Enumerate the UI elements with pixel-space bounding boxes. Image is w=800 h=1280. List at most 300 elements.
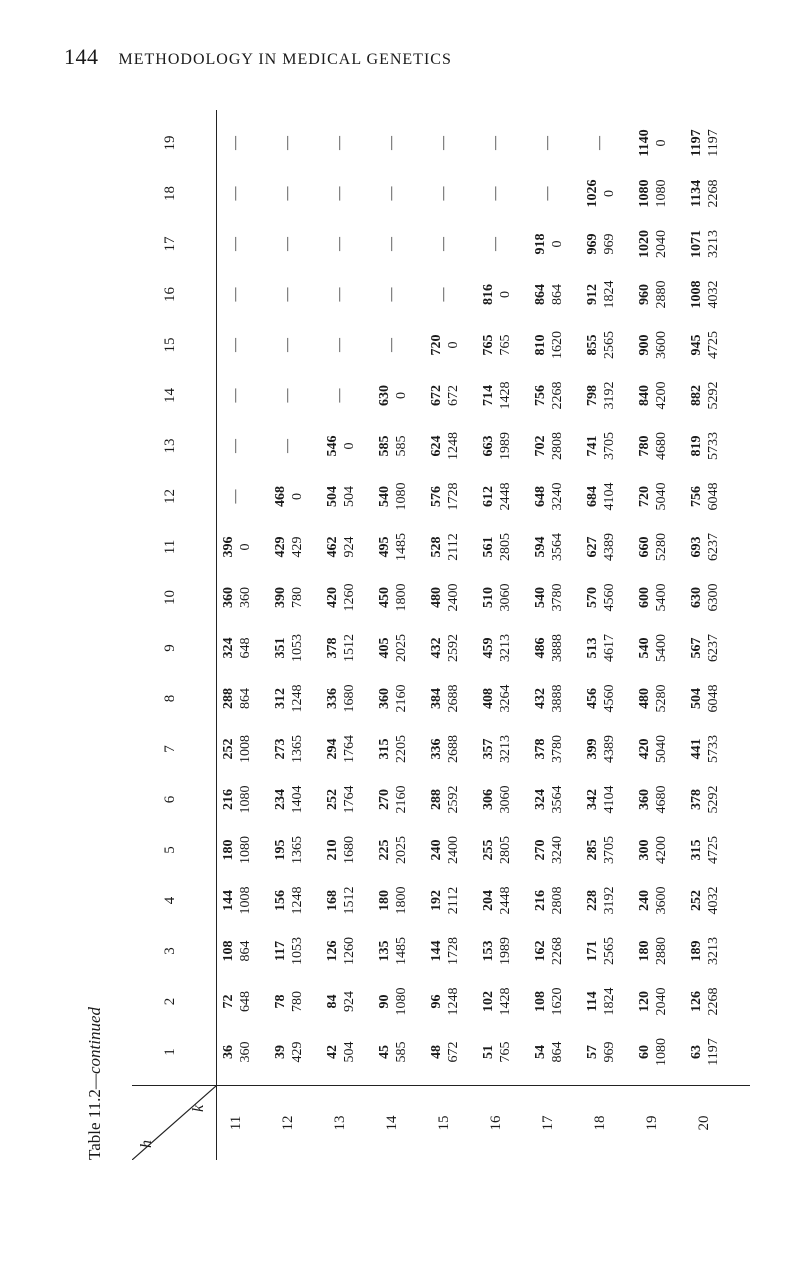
cell-value: 3564	[550, 533, 565, 561]
table-cell	[376, 418, 410, 474]
empty-cell: —	[280, 287, 295, 302]
cell-value: 0	[498, 291, 513, 298]
cell-value: 4032	[706, 886, 721, 915]
table-cell	[688, 873, 722, 929]
cell-value: 1485	[394, 937, 409, 965]
table-cell	[324, 418, 358, 474]
cell-value-bold: 432	[533, 688, 548, 709]
column-header: 3	[162, 947, 178, 955]
cell-value: 5280	[654, 533, 669, 561]
cell-value: 3060	[498, 785, 513, 814]
table-cell	[480, 267, 514, 323]
table-cell	[376, 822, 410, 878]
cell-value: 4680	[654, 785, 669, 814]
table-cell	[480, 317, 514, 373]
empty-cell: —	[488, 237, 503, 251]
empty-cell: —	[280, 136, 295, 150]
cell-value: 4725	[706, 836, 721, 864]
cell-value-bold: 1140	[637, 129, 652, 157]
rotated-table	[80, 110, 750, 1160]
cell-value-bold: 702	[533, 435, 548, 457]
cell-value: 3213	[498, 634, 513, 662]
table-cell	[376, 772, 410, 828]
cell-value: 2025	[394, 836, 409, 864]
table-cell	[532, 570, 566, 626]
cell-value: 1428	[498, 381, 513, 410]
cell-value: 1080	[654, 1038, 669, 1066]
table-cell	[636, 822, 670, 878]
cell-value-bold: 306	[481, 789, 496, 810]
table-cell	[480, 368, 514, 424]
cell-value: 1053	[290, 937, 305, 965]
empty-cell: —	[436, 287, 451, 302]
cell-value-bold: 855	[585, 334, 600, 356]
cell-value-bold: 63	[689, 1045, 704, 1059]
column-header: 11	[162, 539, 178, 555]
table-cell	[584, 1024, 618, 1080]
cell-value: 5040	[654, 482, 669, 511]
corner-h-label: h	[138, 1140, 155, 1148]
cell-value-bold: 912	[585, 284, 600, 305]
cell-value-bold: 918	[533, 233, 548, 255]
table-cell	[688, 974, 722, 1030]
table-cell	[272, 469, 306, 525]
table-cell	[688, 216, 722, 272]
cell-value: 3240	[550, 482, 565, 511]
cell-value-bold: 135	[377, 940, 392, 962]
cell-value-bold: 720	[637, 486, 652, 507]
cell-value-bold: 576	[429, 486, 444, 507]
cell-value: 4560	[602, 684, 617, 713]
cell-value: 585	[394, 1041, 409, 1063]
empty-cell: —	[488, 186, 503, 201]
cell-value: 360	[238, 1041, 253, 1063]
cell-value: 1728	[446, 937, 461, 965]
cell-value-bold: 240	[429, 839, 444, 861]
table-cell	[220, 1024, 254, 1080]
cell-value: 585	[394, 435, 409, 457]
cell-value: 4104	[602, 785, 617, 814]
empty-cell: —	[384, 237, 399, 251]
empty-cell: —	[280, 237, 295, 251]
column-header: 17	[162, 236, 178, 252]
table-cell	[428, 368, 462, 424]
cell-value-bold: 405	[377, 637, 392, 659]
cell-value-bold: 378	[533, 738, 548, 760]
table-cell	[636, 772, 670, 828]
cell-value-bold: 513	[585, 637, 600, 659]
cell-value: 3264	[498, 684, 513, 713]
cell-value-bold: 810	[533, 334, 548, 356]
cell-value: 1080	[394, 987, 409, 1016]
column-header: 4	[162, 896, 178, 905]
cell-value-bold: 648	[533, 486, 548, 507]
cell-value: 3192	[602, 886, 617, 915]
cell-value-bold: 324	[221, 637, 236, 659]
cell-value-bold: 486	[533, 637, 548, 659]
cell-value-bold: 594	[533, 536, 548, 558]
table-cell	[480, 620, 514, 676]
empty-cell: —	[332, 186, 347, 201]
cell-value: 1080	[394, 482, 409, 511]
table-cell	[428, 822, 462, 878]
table-cell	[272, 519, 306, 575]
table-cell	[428, 317, 462, 373]
table-cell	[220, 923, 254, 979]
cell-value: 2040	[654, 230, 669, 258]
cell-value: 2880	[654, 280, 669, 309]
cell-value: 2268	[550, 381, 565, 410]
column-header: 12	[162, 489, 178, 504]
cell-value: 1053	[290, 634, 305, 662]
table-cell	[688, 368, 722, 424]
table-cell	[688, 570, 722, 626]
table-cell	[532, 974, 566, 1030]
table-cell	[324, 671, 358, 727]
cell-value: 1680	[342, 684, 357, 713]
table-cell	[324, 469, 358, 525]
cell-value-bold: 144	[221, 890, 236, 911]
cell-value-bold: 294	[325, 738, 340, 760]
table-cell	[220, 721, 254, 777]
cell-value: 3705	[602, 432, 617, 460]
cell-value-bold: 798	[585, 385, 600, 406]
cell-value: 6048	[706, 684, 721, 713]
cell-value-bold: 120	[637, 991, 652, 1012]
cell-value-bold: 234	[273, 789, 288, 810]
cell-value-bold: 315	[689, 839, 704, 861]
table-cell	[480, 974, 514, 1030]
cell-value: 4200	[654, 836, 669, 864]
table-cell	[688, 721, 722, 777]
cell-value-bold: 816	[481, 284, 496, 305]
table-cell	[324, 570, 358, 626]
empty-cell: —	[280, 186, 295, 201]
cell-value-bold: 39	[273, 1045, 288, 1059]
cell-value-bold: 624	[429, 435, 444, 457]
table-cell	[532, 317, 566, 373]
cell-value-bold: 540	[637, 637, 652, 659]
empty-cell: —	[280, 439, 295, 453]
cell-value: 1248	[446, 432, 461, 460]
cell-value-bold: 54	[533, 1045, 548, 1059]
cell-value-bold: 342	[585, 789, 600, 810]
table-cell	[480, 923, 514, 979]
cell-value-bold: 378	[325, 637, 340, 659]
cell-value: 924	[342, 536, 357, 558]
cell-value: 2805	[498, 533, 513, 561]
corner-k-label: k	[190, 1104, 207, 1112]
cell-value-bold: 570	[585, 587, 600, 608]
table-cell	[688, 418, 722, 474]
table-cell	[220, 822, 254, 878]
cell-value-bold: 1080	[637, 179, 652, 208]
table-cell	[428, 469, 462, 525]
cell-value-bold: 216	[533, 890, 548, 911]
table-cell	[584, 368, 618, 424]
cell-value: 2112	[446, 533, 461, 561]
cell-value-bold: 312	[273, 688, 288, 709]
cell-value-bold: 945	[689, 334, 704, 356]
cell-value-bold: 420	[325, 587, 340, 608]
cell-value: 3780	[550, 735, 565, 763]
table-cell	[376, 469, 410, 525]
cell-value: 1080	[238, 836, 253, 864]
cell-value-bold: 360	[377, 688, 392, 709]
cell-value: 3600	[654, 886, 669, 915]
table-cell	[532, 368, 566, 424]
cell-value: 4200	[654, 381, 669, 410]
cell-value-bold: 528	[429, 536, 444, 558]
cell-value: 4104	[602, 482, 617, 511]
cell-value-bold: 384	[429, 688, 444, 709]
empty-cell: —	[384, 338, 399, 352]
table-cell	[584, 671, 618, 727]
cell-value: 1248	[290, 684, 305, 713]
table-caption-continued: —continued	[85, 1006, 104, 1090]
cell-value-bold: 126	[689, 991, 704, 1012]
table-cell	[688, 620, 722, 676]
table-cell	[272, 923, 306, 979]
cell-value-bold: 315	[377, 738, 392, 760]
table-cell	[480, 469, 514, 525]
table-cell	[428, 721, 462, 777]
cell-value: 2205	[394, 735, 409, 763]
cell-value-bold: 900	[637, 334, 652, 356]
table-cell	[428, 570, 462, 626]
cell-value-bold: 684	[585, 486, 600, 507]
cell-value: 2160	[394, 785, 409, 814]
table-cell	[636, 974, 670, 1030]
cell-value: 780	[290, 587, 305, 608]
cell-value: 2808	[550, 886, 565, 915]
cell-value-bold: 252	[325, 789, 340, 810]
cell-value-bold: 441	[689, 738, 704, 760]
empty-cell: —	[436, 136, 451, 150]
empty-cell: —	[592, 136, 607, 150]
table-cell	[480, 519, 514, 575]
cell-value: 3240	[550, 836, 565, 864]
table-cell	[688, 923, 722, 979]
cell-value-bold: 960	[637, 284, 652, 305]
cell-value: 2025	[394, 634, 409, 662]
cell-value: 5400	[654, 583, 669, 612]
row-label: 17	[540, 1115, 556, 1131]
table-cell	[636, 166, 670, 222]
cell-value: 3888	[550, 684, 565, 713]
cell-value: 1428	[498, 987, 513, 1016]
cell-value-bold: 180	[637, 940, 652, 962]
cell-value-bold: 1008	[689, 280, 704, 309]
table-cell	[688, 267, 722, 323]
cell-value-bold: 504	[689, 688, 704, 709]
cell-value-bold: 456	[585, 688, 600, 709]
cell-value-bold: 171	[585, 940, 600, 962]
table-cell	[636, 469, 670, 525]
table-cell	[272, 620, 306, 676]
row-label: 16	[488, 1115, 504, 1131]
cell-value-bold: 336	[429, 738, 444, 760]
cell-value: 3192	[602, 381, 617, 410]
table-cell	[428, 519, 462, 575]
cell-value-bold: 144	[429, 940, 444, 962]
table-header	[132, 110, 217, 1160]
table-cell	[272, 822, 306, 878]
cell-value: 429	[290, 536, 305, 558]
empty-cell: —	[384, 186, 399, 201]
table-cell	[532, 418, 566, 474]
row-label: 20	[696, 1115, 712, 1131]
cell-value: 1008	[238, 735, 253, 763]
cell-value-bold: 162	[533, 940, 548, 962]
table-cell	[532, 216, 566, 272]
column-header: 7	[162, 745, 178, 753]
empty-cell: —	[384, 136, 399, 150]
cell-value: 1764	[342, 785, 357, 814]
cell-value: 2268	[550, 937, 565, 965]
cell-value: 5040	[654, 735, 669, 763]
cell-value-bold: 693	[689, 536, 704, 558]
table-cell	[584, 469, 618, 525]
cell-value-bold: 180	[377, 890, 392, 911]
cell-value: 3564	[550, 785, 565, 814]
empty-cell: —	[228, 287, 243, 302]
cell-value: 864	[238, 940, 253, 962]
cell-value-bold: 153	[481, 940, 496, 962]
cell-value-bold: 192	[429, 890, 444, 911]
table-cell	[584, 519, 618, 575]
cell-value: 1248	[290, 886, 305, 915]
running-title: METHODOLOGY IN MEDICAL GENETICS	[118, 51, 452, 68]
table-cell	[584, 873, 618, 929]
table-cell	[584, 923, 618, 979]
cell-value: 4560	[602, 583, 617, 612]
cell-value-bold: 225	[377, 839, 392, 861]
table-cell	[636, 570, 670, 626]
cell-value: 1080	[238, 785, 253, 814]
cell-value-bold: 36	[221, 1045, 236, 1059]
cell-value: 2565	[602, 331, 617, 359]
cell-value: 3600	[654, 331, 669, 359]
cell-value: 1620	[550, 331, 565, 359]
cell-value: 1260	[342, 937, 357, 965]
empty-cell: —	[332, 338, 347, 352]
cell-value-bold: 612	[481, 486, 496, 507]
cell-value-bold: 429	[273, 536, 288, 558]
cell-value: 924	[342, 991, 357, 1012]
table-cell	[688, 317, 722, 373]
row-label: 15	[436, 1115, 452, 1131]
cell-value: 864	[238, 688, 253, 709]
row-label: 18	[592, 1115, 608, 1131]
row-label: 14	[384, 1115, 400, 1131]
table-cell	[636, 873, 670, 929]
column-header: 13	[162, 438, 178, 454]
column-header: 14	[162, 388, 178, 403]
cell-value: 0	[394, 392, 409, 399]
table-cell	[480, 418, 514, 474]
cell-value: 969	[602, 233, 617, 255]
row-label: 11	[228, 1115, 244, 1131]
cell-value-bold: 450	[377, 587, 392, 608]
column-header: 9	[162, 644, 178, 652]
cell-value: 1512	[342, 886, 357, 915]
cell-value-bold: 90	[377, 994, 392, 1009]
table-cell	[532, 519, 566, 575]
cell-value-bold: 42	[325, 1045, 340, 1059]
table-cell	[324, 772, 358, 828]
cell-value: 0	[550, 240, 565, 248]
table-cell	[376, 974, 410, 1030]
table-cell	[272, 721, 306, 777]
table-cell	[376, 620, 410, 676]
cell-value-bold: 969	[585, 233, 600, 255]
cell-value-bold: 780	[637, 435, 652, 457]
cell-value: 2268	[706, 179, 721, 208]
cell-value-bold: 126	[325, 940, 340, 962]
cell-value: 5733	[706, 432, 721, 460]
corner-diagonal	[132, 1086, 216, 1160]
table-cell	[376, 570, 410, 626]
corner-cell	[132, 1086, 216, 1160]
table-cell	[324, 519, 358, 575]
table-cell	[636, 923, 670, 979]
table-cell	[584, 166, 618, 222]
row-label: 19	[644, 1115, 660, 1131]
cell-value-bold: 399	[585, 738, 600, 760]
column-header: 16	[162, 287, 178, 302]
cell-value: 6300	[706, 583, 721, 612]
table-cell	[584, 620, 618, 676]
cell-value: 2268	[706, 987, 721, 1016]
cell-value-bold: 228	[585, 890, 600, 911]
table-cell	[376, 671, 410, 727]
cell-value-bold: 1071	[689, 230, 704, 258]
table-cell	[688, 115, 722, 171]
cell-value-bold: 1020	[637, 230, 652, 258]
cell-value: 0	[290, 493, 305, 500]
cell-value: 0	[342, 442, 357, 450]
cell-value: 4680	[654, 432, 669, 460]
cell-value: 3213	[706, 937, 721, 965]
table-cell	[688, 822, 722, 878]
row-label: 12	[280, 1115, 296, 1131]
empty-cell: —	[540, 186, 555, 201]
cell-value: 1260	[342, 583, 357, 612]
table-cell	[636, 671, 670, 727]
row-label: 13	[332, 1115, 348, 1131]
cell-value: 2592	[446, 634, 461, 662]
cell-value-bold: 672	[429, 385, 444, 406]
empty-cell: —	[228, 388, 243, 403]
cell-value-bold: 1197	[689, 129, 704, 157]
cell-value: 1800	[394, 886, 409, 915]
table-cell	[324, 1024, 358, 1080]
cell-value: 3780	[550, 583, 565, 612]
table-cell	[532, 721, 566, 777]
cell-value: 3888	[550, 634, 565, 662]
cell-value-bold: 504	[325, 486, 340, 507]
cell-value: 5292	[706, 381, 721, 410]
cell-value: 6048	[706, 482, 721, 511]
cell-value: 5280	[654, 684, 669, 713]
cell-value-bold: 96	[429, 994, 444, 1009]
cell-value-bold: 882	[689, 385, 704, 406]
cell-value-bold: 84	[325, 994, 340, 1009]
cell-value-bold: 48	[429, 1045, 444, 1059]
column-header: 10	[162, 590, 178, 605]
cell-value-bold: 600	[637, 587, 652, 608]
